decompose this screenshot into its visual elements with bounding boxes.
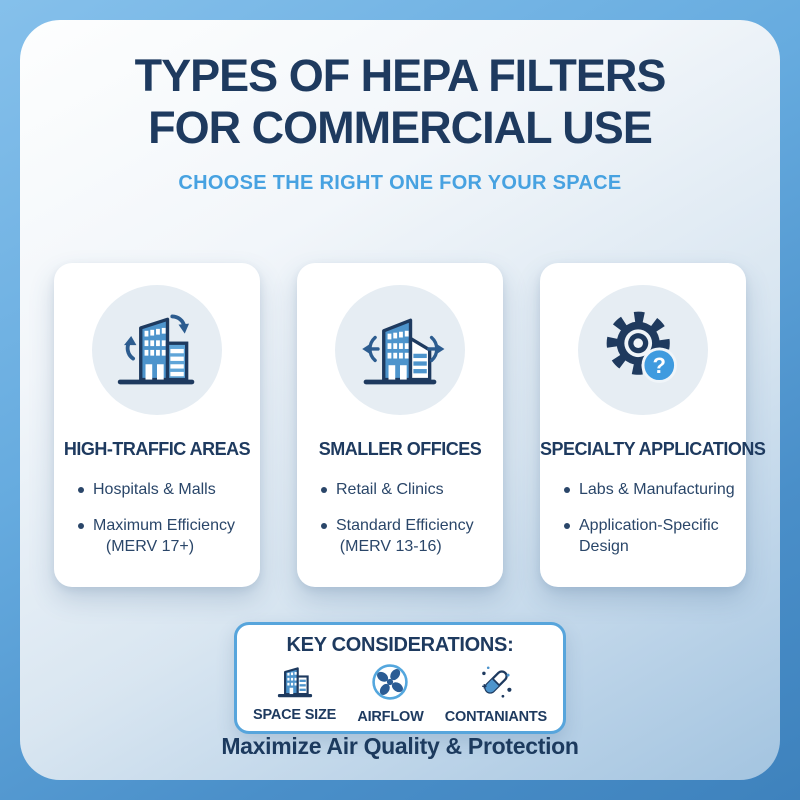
key-considerations-title: KEY CONSIDERATIONS: <box>286 634 514 656</box>
list-item: Application-Specific Design <box>564 516 736 558</box>
list-item: Retail & Clinics <box>321 480 493 501</box>
key-item-space-size <box>253 663 336 725</box>
card-bullet-list <box>321 480 493 557</box>
icon-circle <box>335 285 465 415</box>
key-item-label: SPACE SIZE <box>253 707 337 723</box>
icon-circle <box>92 285 222 415</box>
contaminants-icon <box>476 663 516 706</box>
question-mark-glyph: ? <box>652 352 666 378</box>
bullet-dot <box>321 487 327 493</box>
card-title: SPECIALTY APPLICATIONS <box>540 439 766 459</box>
key-considerations-items <box>237 657 563 725</box>
bullet-dot <box>564 487 570 493</box>
card-high-traffic-areas <box>54 263 260 587</box>
card-smaller-offices <box>297 263 503 587</box>
page-title <box>20 50 780 154</box>
footer-tagline: Maximize Air Quality & Protection <box>221 733 579 759</box>
buildings-cycle-arrows-icon <box>109 304 205 397</box>
filter-type-cards <box>20 263 780 587</box>
gear-question-icon <box>595 304 691 397</box>
bullet-dot <box>78 487 84 493</box>
building-icon <box>275 663 315 704</box>
card-title: SMALLER OFFICES <box>318 439 482 459</box>
fan-icon <box>371 663 409 706</box>
list-item: Standard Efficiency (MERV 13-16) <box>321 516 493 558</box>
bullet-dot <box>564 523 570 529</box>
bullet-dot <box>321 523 327 529</box>
key-item-label: AIRFLOW <box>357 709 424 725</box>
card-title: HIGH-TRAFFIC AREAS <box>63 439 251 459</box>
card-bullet-list <box>78 480 250 557</box>
page-subtitle: CHOOSE THE RIGHT ONE FOR YOUR SPACE <box>178 172 622 194</box>
key-item-airflow <box>357 663 423 725</box>
icon-circle <box>578 285 708 415</box>
card-specialty-applications <box>540 263 766 587</box>
list-item: Maximum Efficiency (MERV 17+) <box>78 516 250 558</box>
key-item-label: CONTANIANTS <box>444 709 547 725</box>
page-title-line1: TYPES OF HEPA FILTERS <box>134 50 666 101</box>
key-item-contaminants <box>445 663 547 725</box>
content-panel <box>20 20 780 780</box>
key-considerations-box <box>234 622 566 734</box>
list-item: Hospitals & Malls <box>78 480 250 501</box>
list-item: Labs & Manufacturing <box>564 480 736 501</box>
building-side-arrows-icon <box>352 304 448 397</box>
bullet-dot <box>78 523 84 529</box>
card-bullet-list <box>564 480 736 557</box>
page-title-line2: FOR COMMERCIAL USE <box>148 102 652 154</box>
